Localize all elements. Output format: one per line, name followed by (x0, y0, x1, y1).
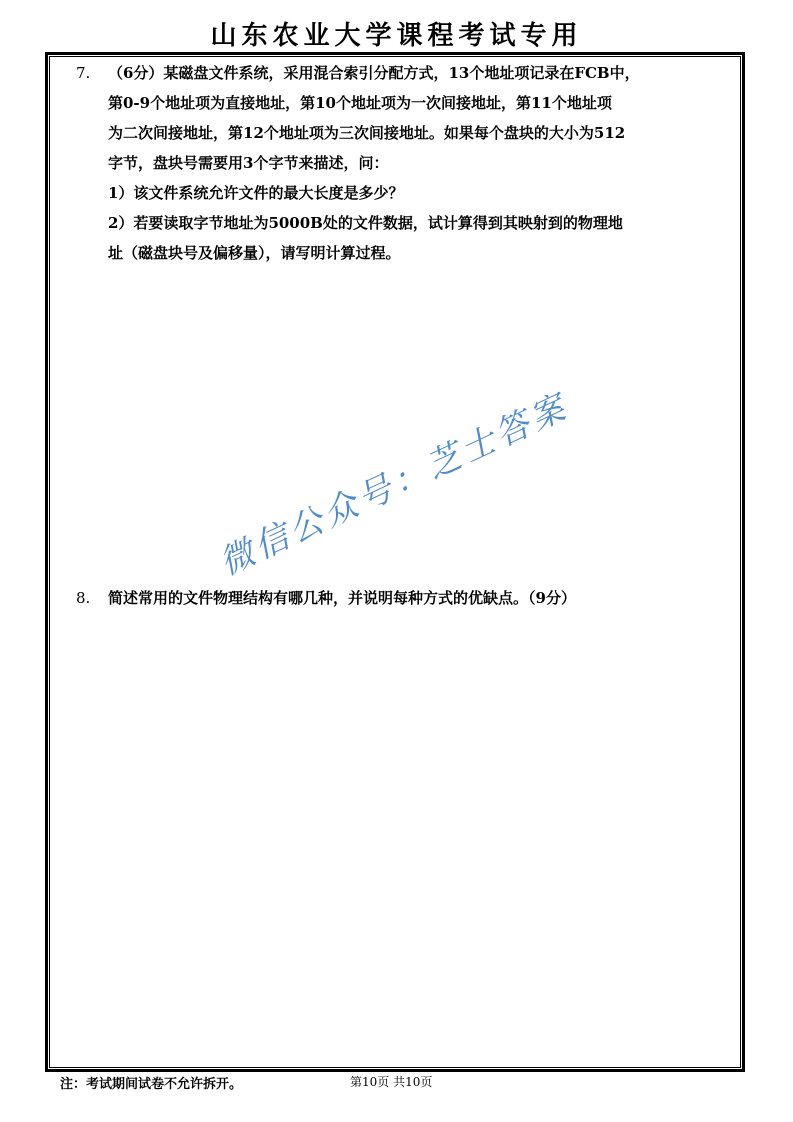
question-7-line: 1）该文件系统允许文件的最大长度是多少？ (108, 184, 404, 202)
question-7-line: （6分）某磁盘文件系统，采用混合索引分配方式，13个地址项记录在FCB中， (108, 64, 640, 82)
question-7-line: 2）若要读取字节地址为5000B处的文件数据，试计算得到其映射到的物理地 (108, 214, 623, 232)
question-7-number: 7. (76, 64, 91, 82)
page-title: 山东农业大学课程考试专用 (210, 21, 583, 51)
question-8-text (108, 583, 728, 613)
question-8-number: 8. (76, 589, 91, 607)
question-8-line: 简述常用的文件物理结构有哪几种，并说明每种方式的优缺点。（9分） (108, 589, 576, 607)
footer-note: 注：考试期间试卷不允许拆开。 (60, 1077, 243, 1092)
watermark: 微信公众号：芝士答案 (213, 386, 575, 584)
question-7-line: 为二次间接地址，第12个地址项为三次间接地址。如果每个盘块的大小为512 (108, 124, 626, 142)
question-7-line: 字节，盘块号需要用3个字节来描述，问： (108, 154, 389, 172)
question-7-line: 第0-9个地址项为直接地址，第10个地址项为一次间接地址，第11个地址项 (108, 94, 612, 112)
question-7-text (108, 58, 738, 268)
question-7-line: 址（磁盘块号及偏移量），请写明计算过程。 (108, 244, 401, 262)
page-number: 第10页 共10页 (350, 1075, 433, 1089)
